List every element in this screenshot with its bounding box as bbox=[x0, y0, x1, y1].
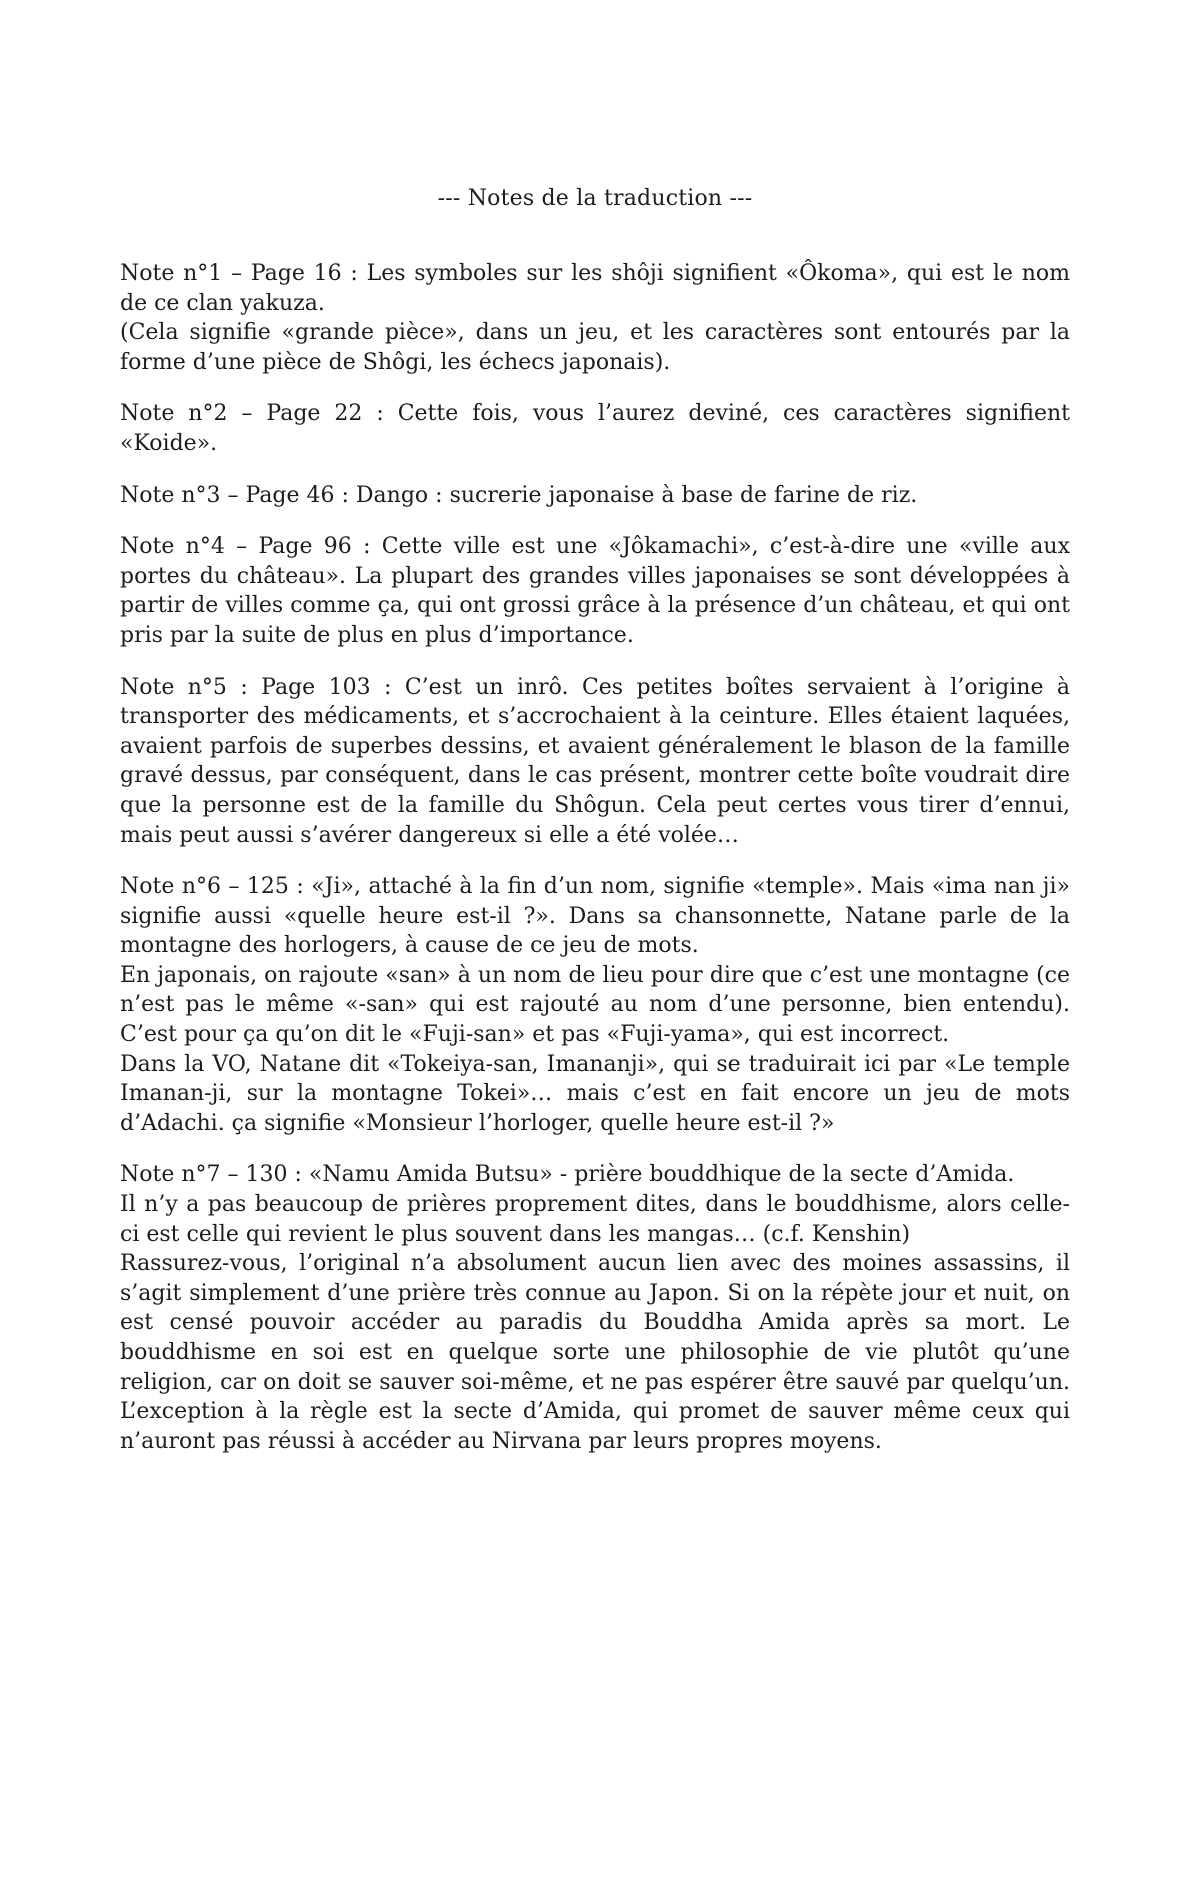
note-5 bbox=[120, 673, 1070, 851]
note-3 bbox=[120, 481, 1070, 511]
note-paragraph: Note n°2 – Page 22 : Cette fois, vous l’aurez deviné, ces caractères signifient «Koide». bbox=[120, 401, 1070, 456]
note-paragraph: Note n°6 – 125 : «Ji», attaché à la fin d’un nom, signifie «temple». Mais «ima nan ji» signifie aussi «quelle heure est-il ?». Dans sa chansonnette, Natane parle de la montagne des horlogers, à cause de ce jeu de mots. bbox=[120, 874, 1070, 959]
note-paragraph: Note n°7 – 130 : «Namu Amida Butsu» - prière bouddhique de la secte d’Amida. bbox=[120, 1162, 1015, 1188]
note-1 bbox=[120, 259, 1070, 377]
note-paragraph: Dans la VO, Natane dit «Tokeiya-san, Imananji», qui se traduirait ici par «Le temple Imanan-ji, sur la montagne Tokei»… mais c’est en fait encore un jeu de mots d’Adachi. ça signifie «Monsieur l’horloger, quelle heure est-il ?» bbox=[120, 1051, 1070, 1136]
note-6 bbox=[120, 872, 1070, 1138]
note-paragraph: En japonais, on rajoute «san» à un nom de lieu pour dire que c’est une montagne (ce n’est pas le même «-san» qui est rajouté au nom d’une personne, bien entendu). C’est pour ça qu’on dit le «Fuji-san» et pas «Fuji-yama», qui est incorrect. bbox=[120, 962, 1070, 1048]
note-4 bbox=[120, 532, 1070, 650]
note-paragraph: Note n°3 – Page 46 : Dango : sucrerie japonaise à base de farine de riz. bbox=[120, 482, 918, 508]
note-paragraph: Note n°4 – Page 96 : Cette ville est une «Jôkamachi», c’est-à-dire une «ville aux portes du château». La plupart des grandes villes japonaises se sont développées à partir de villes comme ça, qui ont grossi grâce à la présence d’un château, et qui ont pris par la suite de plus en plus d’importance. bbox=[120, 534, 1070, 648]
note-paragraph: Note n°1 – Page 16 : Les symboles sur les shôji signifient «Ôkoma», qui est le nom de ce clan yakuza. bbox=[120, 261, 1070, 316]
note-paragraph: Il n’y a pas beaucoup de prières proprement dites, dans le bouddhisme, alors celle-ci est celle qui revient le plus souvent dans les mangas… (c.f. Kenshin) bbox=[120, 1192, 1070, 1247]
note-paragraph: (Cela signifie «grande pièce», dans un jeu, et les caractères sont entourés par la forme d’une pièce de Shôgi, les échecs japonais). bbox=[120, 320, 1070, 375]
note-2 bbox=[120, 399, 1070, 458]
note-7 bbox=[120, 1160, 1070, 1456]
note-paragraph: Rassurez-vous, l’original n’a absolument aucun lien avec des moines assassins, il s’agit simplement d’une prière très connue au Japon. Si on la répète jour et nuit, on est censé pouvoir accéder au paradis du Bouddha Amida après sa mort. Le bouddhisme en soi est en quelque sorte une philosophie de vie plutôt qu’une religion, car on doit se sauver soi-même, et ne pas espérer être sauvé par quelqu’un. L’exception à la règle est la secte d’Amida, qui promet de sauver même ceux qui n’auront pas réussi à accéder au Nirvana par leurs propres moyens. bbox=[120, 1251, 1070, 1454]
translation-notes-page bbox=[120, 186, 1070, 1478]
page-title: --- Notes de la traduction --- bbox=[437, 186, 753, 211]
note-paragraph: Note n°5 : Page 103 : C’est un inrô. Ces petites boîtes servaient à l’origine à transporter des médicaments, et s’accrochaient à la ceinture. Elles étaient laquées, avaient parfois de superbes dessins, et avaient généralement le blason de la famille gravé dessus, par conséquent, dans le cas présent, montrer cette boîte voudrait dire que la personne est de la famille du Shôgun. Cela peut certes vous tirer d’ennui, mais peut aussi s’avérer dangereux si elle a été volée… bbox=[120, 674, 1070, 848]
